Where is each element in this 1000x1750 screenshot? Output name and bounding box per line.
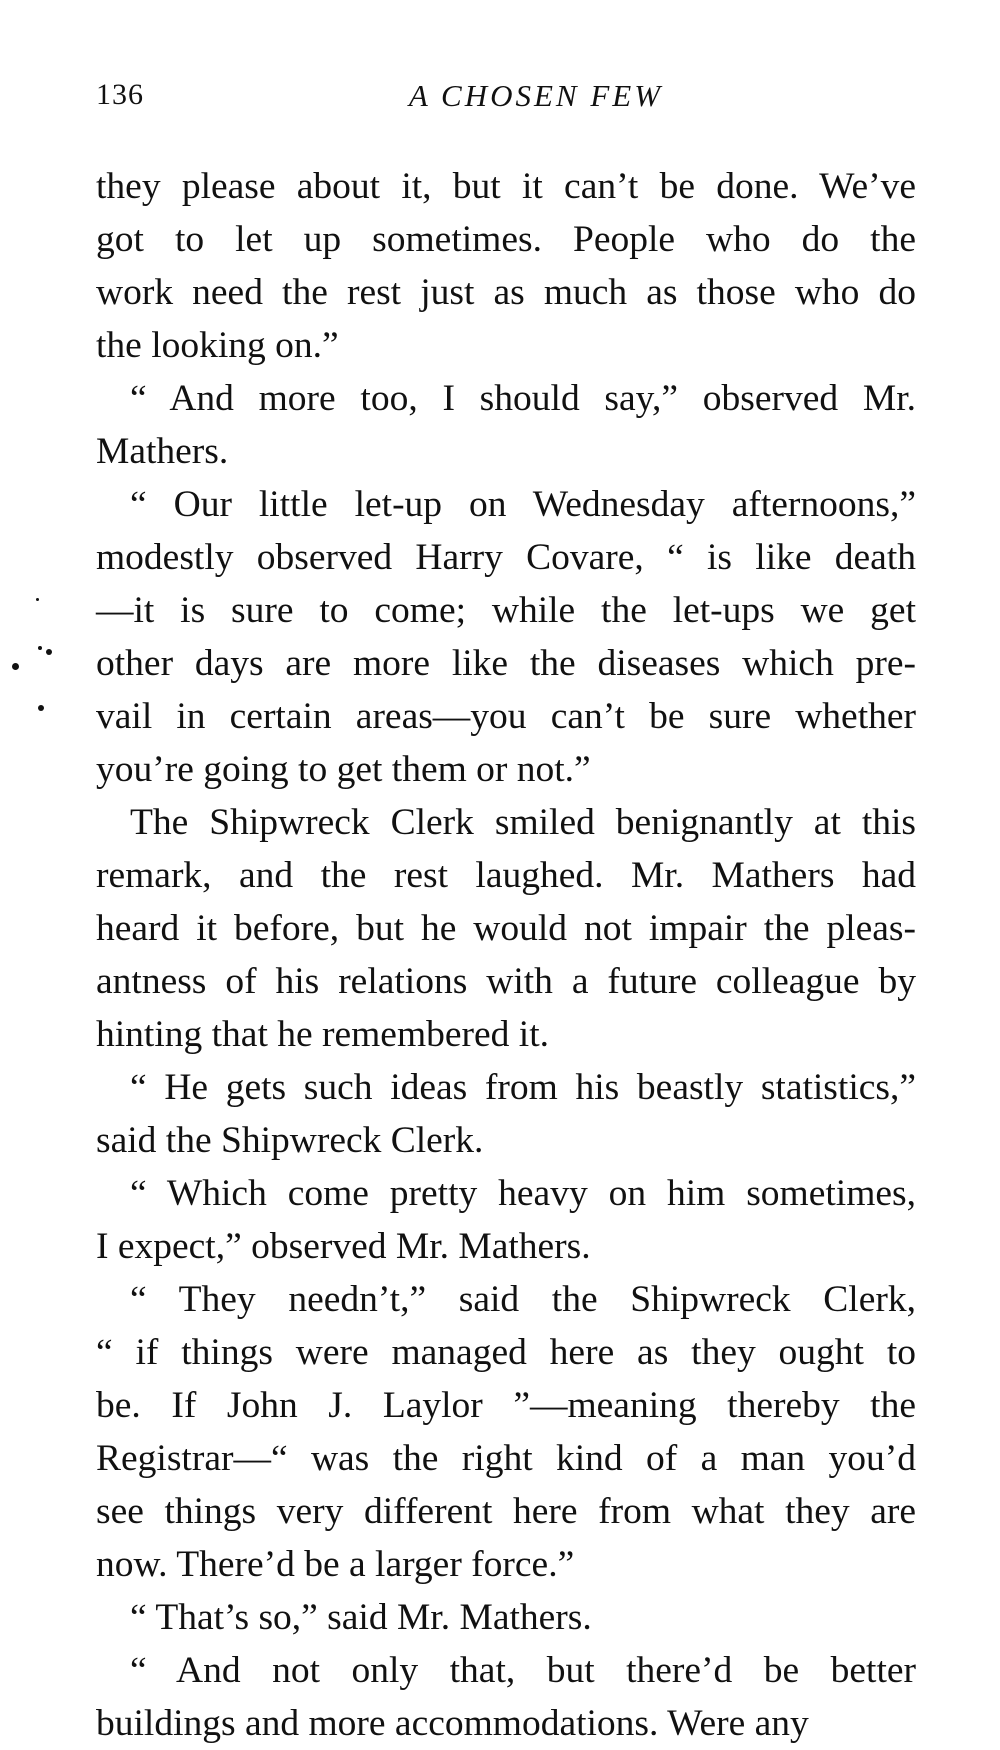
text-line: be. If John J. Laylor ”—meaning thereby the (96, 1385, 916, 1426)
text-line: buildings and more accommodations. Were any (96, 1703, 809, 1744)
running-title: A CHOSEN FEW (408, 78, 664, 113)
text-line: the looking on.” (96, 325, 339, 366)
paragraph (96, 372, 916, 478)
text-line: “ Which come pretty heavy on him sometimes, (130, 1173, 916, 1214)
page-number: 136 (96, 78, 144, 111)
margin-ink-mark (38, 646, 42, 650)
paragraph (96, 1061, 916, 1167)
paragraph (96, 1644, 916, 1750)
text-line: “ And not only that, but there’d be better (130, 1650, 916, 1691)
text-line: “ Our little let-up on Wednesday afternoons,” (130, 484, 916, 525)
paragraph (96, 1167, 916, 1273)
margin-ink-mark (46, 649, 52, 655)
text-line: “ He gets such ideas from his beastly statistics,” (130, 1067, 916, 1108)
paragraph (96, 796, 916, 1061)
text-line: Mathers. (96, 431, 229, 472)
text-line: “ And more too, I should say,” observed Mr. (130, 378, 916, 419)
page-header (96, 78, 916, 118)
text-line: vail in certain areas—you can’t be sure whether (96, 696, 916, 737)
paragraph (96, 160, 916, 372)
text-line: now. There’d be a larger force.” (96, 1544, 575, 1585)
text-line: “ They needn’t,” said the Shipwreck Clerk, (130, 1279, 916, 1320)
text-line: “ if things were managed here as they ought to (96, 1332, 916, 1373)
paragraph (96, 1591, 916, 1644)
text-line: work need the rest just as much as those who do (96, 272, 916, 313)
text-line: they please about it, but it can’t be done. We’ve (96, 166, 916, 207)
text-line: —it is sure to come; while the let-ups we get (96, 590, 916, 631)
text-line: I expect,” observed Mr. Mathers. (96, 1226, 591, 1267)
text-line: “ That’s so,” said Mr. Mathers. (130, 1597, 592, 1638)
text-line: got to let up sometimes. People who do the (96, 219, 916, 260)
paragraph (96, 478, 916, 796)
paragraph (96, 1273, 916, 1591)
text-line: modestly observed Harry Covare, “ is like death (96, 537, 916, 578)
body-text (96, 160, 916, 1750)
text-line: antness of his relations with a future colleague by (96, 961, 916, 1002)
text-line: Registrar—“ was the right kind of a man you’d (96, 1438, 916, 1479)
text-line: hinting that he remembered it. (96, 1014, 549, 1055)
text-line: see things very different here from what they are (96, 1491, 916, 1532)
text-line: The Shipwreck Clerk smiled benignantly at this (130, 802, 916, 843)
text-line: remark, and the rest laughed. Mr. Mathers had (96, 855, 916, 896)
margin-ink-mark (36, 598, 39, 601)
margin-ink-mark (12, 663, 19, 670)
text-line: heard it before, but he would not impair the pleas- (96, 908, 916, 949)
text-line: other days are more like the diseases which pre- (96, 643, 916, 684)
text-line: said the Shipwreck Clerk. (96, 1120, 484, 1161)
margin-ink-mark (38, 705, 44, 711)
text-line: you’re going to get them or not.” (96, 749, 591, 790)
